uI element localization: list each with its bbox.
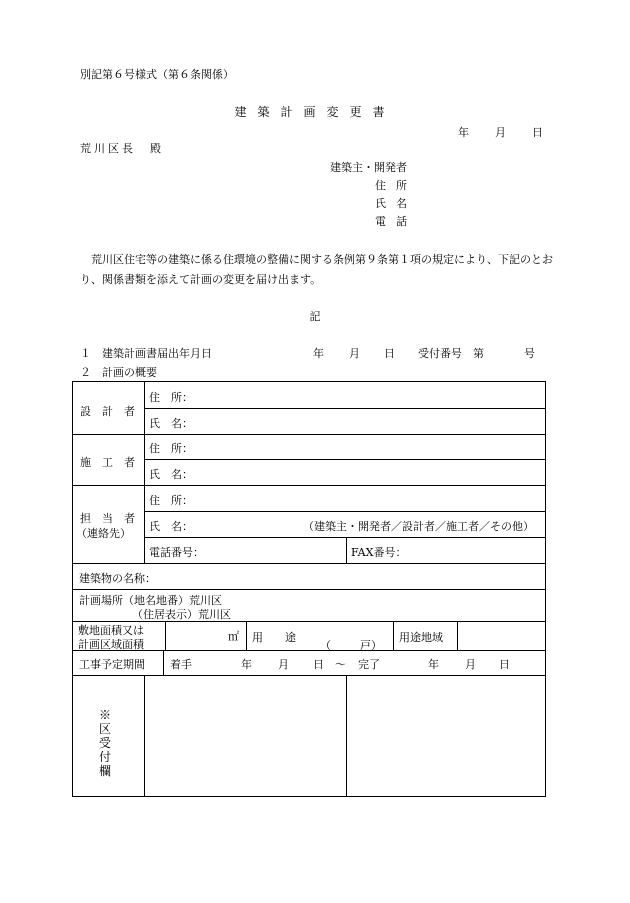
phone-field: 電話番号： [149,546,204,559]
contact-roles: （建築主・開発者／設計者／施工者／その他） [303,520,534,533]
building-name-field: 建築物の名称： [79,572,156,585]
contact-address-field: 住 所： [149,494,193,507]
contact-name-field: 氏 名： [149,520,193,533]
table-line [72,563,546,564]
table-line [144,511,546,512]
table-line [144,675,145,797]
tilde: ～ [335,658,346,671]
table-line [144,459,546,460]
applicant-role: 建築主・開発者 [330,161,407,174]
table-line [457,621,458,650]
table-line [163,650,164,675]
table-line [393,621,394,650]
fax-field: FAX番号： [351,546,407,559]
use-label: 用 途 [252,631,296,644]
item1-day: 日 [384,347,395,360]
ward-reception-label: ※区受付欄 [98,708,111,778]
area-unit: ㎡ [228,630,239,643]
item1-receipt-suffix: 号 [524,347,535,360]
location-line1: 計画場所（地名地番）荒川区 [79,594,222,607]
ki-label: 記 [309,310,321,323]
designer-label: 設 計 者 [80,405,135,418]
item1-receipt-label: 受付番号 第 [418,347,484,360]
constructor-address-field: 住 所： [149,442,193,455]
body-text: 荒川区住宅等の建築に係る住環境の整備に関する条例第９条第１項の規定により、下記のとおり、関係書類を添えて計画の変更を届け出ます。 [80,253,553,286]
units-open: （ [320,639,331,652]
contact-label: 担 当 者 [80,512,135,525]
end-month: 月 [465,658,476,671]
designer-name-field: 氏 名： [149,417,193,430]
applicant-address-label: 住所 [375,179,417,192]
table-line [165,621,166,650]
site-area-label-line2: 計画区域面積 [78,638,144,651]
table-line [144,537,546,538]
table-line [346,675,347,797]
table-line [72,589,546,590]
document-title: 建築計画変更書 [234,105,396,119]
schedule-label: 工事予定期間 [79,658,145,671]
item1-year: 年 [313,347,324,360]
item1-month: 月 [349,347,360,360]
location-line2: （住居表示）荒川区 [132,608,231,621]
applicant-name-label: 氏名 [375,197,417,210]
date-day: 日 [532,126,543,139]
item2-label: ２ 計画の概要 [80,366,157,379]
recipient: 荒川区長 殿 [80,142,164,155]
start-day: 日 [313,658,324,671]
applicant-block [330,159,417,231]
start-month: 月 [278,658,289,671]
table-line [346,537,347,563]
table-line [246,621,247,650]
date-year: 年 [458,126,469,139]
date-month: 月 [495,126,506,139]
item1-label: １ 建築計画書届出年月日 [80,347,212,360]
end-label: 完了 [358,658,380,671]
contact-sublabel: （連絡先） [76,527,131,540]
end-year: 年 [428,658,439,671]
form-number: 別記第６号様式（第６条関係） [80,68,234,81]
constructor-name-field: 氏 名： [149,468,193,481]
end-day: 日 [499,658,510,671]
start-label: 着手 [170,658,192,671]
designer-address-field: 住 所： [149,391,193,404]
table-line [144,408,546,409]
zoning-label: 用途地域 [399,631,443,644]
start-year: 年 [241,658,252,671]
applicant-phone-label: 電話 [375,215,417,228]
constructor-label: 施 工 者 [80,456,135,469]
site-area-label-line1: 敷地面積又は [78,624,144,637]
units-close: 戸） [360,639,382,652]
table-line [144,381,145,563]
